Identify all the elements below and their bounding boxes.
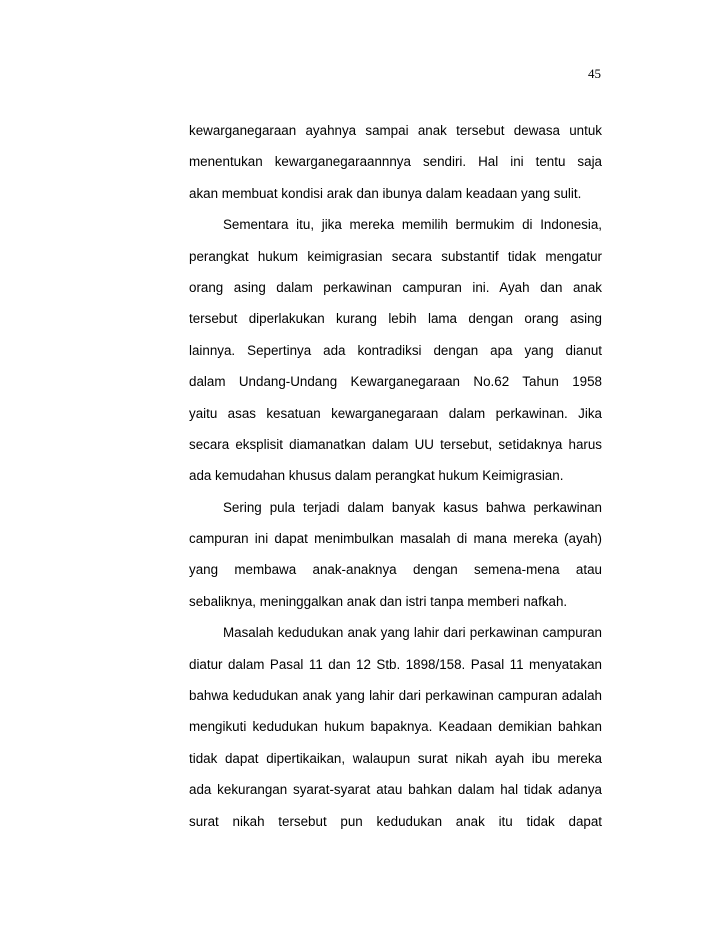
paragraph-first-line: Sementara itu, jika mereka memilih bermukim di Indonesia, (223, 217, 602, 233)
text-line: yaitu asas kesatuan kewarganegaraan dalam perkawinan. Jika (189, 405, 602, 421)
text-line: secara eksplisit diamanatkan dalam UU tersebut, setidaknya harus (189, 436, 602, 452)
text-line: tidak dapat dipertikaikan, walaupun surat nikah ayah ibu mereka (189, 750, 602, 766)
text-line: surat nikah tersebut pun kedudukan anak itu tidak dapat (189, 813, 602, 829)
text-line: yang membawa anak-anaknya dengan semena-mena atau (189, 562, 602, 578)
text-line: dalam Undang-Undang Kewarganegaraan No.62 Tahun 1958 (189, 374, 602, 390)
text-line: lainnya. Sepertinya ada kontradiksi dengan apa yang dianut (189, 342, 602, 358)
text-line: sebaliknya, meninggalkan anak dan istri tanpa memberi nafkah. (189, 593, 568, 609)
page-number: 45 (588, 66, 601, 81)
text-line: mengikuti kedudukan hukum bapaknya. Keadaan demikian bahkan (189, 719, 602, 735)
text-line: diatur dalam Pasal 11 dan 12 Stb. 1898/158. Pasal 11 menyatakan (189, 656, 602, 672)
paragraph-first-line: Masalah kedudukan anak yang lahir dari perkawinan campuran (223, 625, 602, 641)
text-line: perangkat hukum keimigrasian secara substantif tidak mengatur (189, 248, 602, 264)
text-line: orang asing dalam perkawinan campuran ini. Ayah dan anak (189, 279, 602, 295)
text-line: kewarganegaraan ayahnya sampai anak tersebut dewasa untuk (189, 123, 602, 138)
paragraph-first-line: Sering pula terjadi dalam banyak kasus bahwa perkawinan (223, 499, 602, 515)
text-line: akan membuat kondisi arak dan ibunya dalam keadaan yang sulit. (189, 185, 582, 201)
text-line: ada kemudahan khusus dalam perangkat hukum Keimigrasian. (189, 468, 564, 484)
body-text (189, 121, 602, 843)
text-line: tersebut diperlakukan kurang lebih lama dengan orang asing (189, 311, 602, 327)
text-line: campuran ini dapat menimbulkan masalah di mana mereka (ayah) (189, 531, 602, 547)
text-line: ada kekurangan syarat-syarat atau bahkan dalam hal tidak adanya (189, 782, 602, 798)
text-line: bahwa kedudukan anak yang lahir dari perkawinan campuran adalah (189, 688, 602, 704)
text-line: menentukan kewarganegaraannnya sendiri. Hal ini tentu saja (189, 154, 602, 170)
